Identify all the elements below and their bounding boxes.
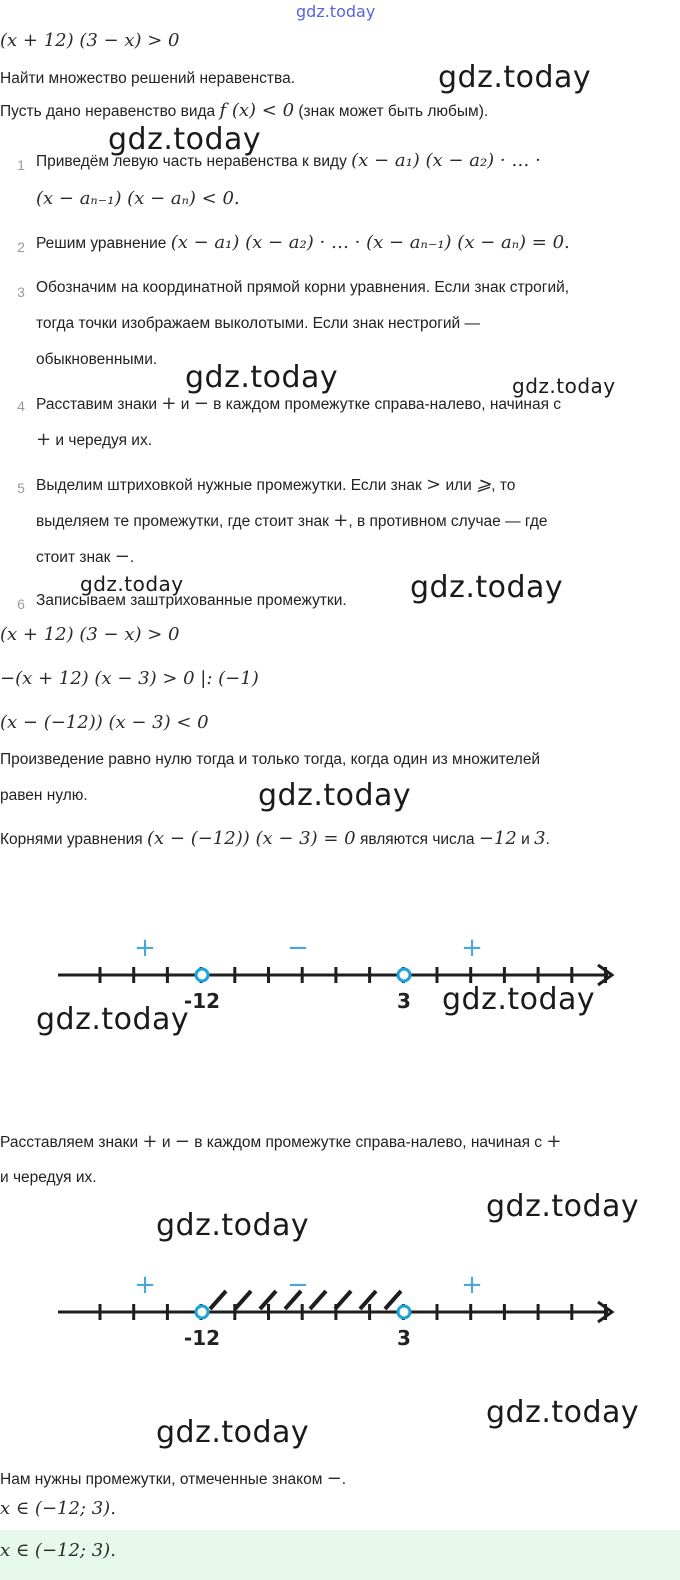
- solution-eq-2: −(x + 12) (x − 3) > 0 |: (−1): [0, 668, 259, 689]
- step-number: 2: [17, 239, 25, 255]
- given-prefix: Пусть дано неравенство вида: [0, 103, 220, 120]
- plus-sign: +: [333, 510, 349, 531]
- step-4-text-c: и чередуя их.: [51, 432, 152, 449]
- gt-sign: >: [426, 474, 442, 495]
- given-line: [0, 100, 488, 121]
- step-5-text-a: Выделим штриховкой нужные промежутки. Если знак: [36, 477, 427, 494]
- step-1-math-cont: (x − aₙ₋₁) (x − aₙ) < 0.: [36, 188, 240, 209]
- step-5-comma: , то: [491, 477, 516, 494]
- answer-text: x ∈ (−12; 3).: [0, 1540, 116, 1561]
- step-3-line-2: тогда точки изображаем выколотыми. Если знак нестрогий —: [36, 315, 481, 332]
- geq-sign: ⩾: [476, 474, 492, 495]
- task-instruction: Найти множество решений неравенства.: [0, 70, 295, 87]
- watermark: gdz.today: [410, 570, 564, 605]
- given-math: f (x) < 0: [219, 100, 295, 121]
- hatch-stroke: [335, 1291, 351, 1309]
- step-2-text: [36, 232, 570, 253]
- need-line: [0, 1468, 346, 1489]
- point-right: [398, 969, 410, 981]
- roots-line: [0, 828, 550, 849]
- minus-sign: −: [114, 546, 130, 567]
- plus-sign: +: [546, 1131, 562, 1152]
- label-left: -12: [183, 989, 221, 1010]
- step-number: 1: [17, 157, 25, 173]
- solution-eq-1: (x + 12) (3 − x) > 0: [0, 624, 180, 645]
- plus-sign: +: [161, 393, 177, 414]
- site-watermark-top: gdz.today: [296, 2, 376, 21]
- plus-sign: +: [142, 1131, 158, 1152]
- step-1-label: Приведём левую часть неравенства к виду: [36, 153, 352, 170]
- roots-end: .: [545, 831, 550, 848]
- step-4-text-b: в каждом промежутке справа-налево, начиная с: [208, 396, 562, 413]
- need-text: Нам нужны промежутки, отмеченные знаком: [0, 1471, 327, 1488]
- signs-text-b: в каждом промежутке справа-налево, начиная с: [189, 1134, 547, 1151]
- watermark: gdz.today: [512, 374, 616, 398]
- step-6-text: Записываем заштрихованные промежутки.: [36, 592, 347, 609]
- product-line-2: равен нулю.: [0, 787, 88, 804]
- sign-minus-middle: −: [287, 933, 309, 963]
- given-suffix: (знак может быть любым).: [294, 103, 489, 120]
- hatch-stroke: [385, 1291, 401, 1309]
- step-3-line-3: обыкновенными.: [36, 351, 158, 368]
- watermark: gdz.today: [438, 60, 592, 95]
- label-right: 3: [397, 1326, 411, 1347]
- label-left: -12: [183, 1326, 221, 1347]
- step-2-math: (x − a₁) (x − a₂) · … · (x − aₙ₋₁) (x − aₙ) = 0.: [170, 232, 570, 253]
- step-1-math: (x − a₁) (x − a₂) · … ·: [351, 150, 541, 171]
- point-left: [196, 1306, 208, 1318]
- step-5-line-3: [36, 539, 134, 576]
- hatch-stroke: [310, 1291, 326, 1309]
- sign-plus-right: +: [461, 1270, 483, 1300]
- watermark: gdz.today: [36, 1002, 190, 1037]
- watermark: gdz.today: [156, 1415, 310, 1450]
- watermark: gdz.today: [258, 778, 412, 813]
- answer-box: [0, 1530, 680, 1580]
- root-2: 3: [534, 828, 546, 849]
- step-4-and: и: [176, 396, 194, 413]
- watermark: gdz.today: [185, 360, 339, 395]
- step-number: 6: [17, 596, 25, 612]
- roots-text-b: являются числа: [355, 831, 479, 848]
- roots-math: (x − (−12)) (x − 3) = 0: [147, 828, 356, 849]
- sign-minus-middle: −: [287, 1270, 309, 1300]
- watermark: gdz.today: [486, 1189, 640, 1224]
- step-4-line-2: [36, 422, 152, 459]
- point-right: [398, 1306, 410, 1318]
- hatch-stroke: [210, 1291, 226, 1309]
- step-5-line-1: [36, 467, 515, 504]
- step-3-line-1: Обозначим на координатной прямой корни уравнения. Если знак строгий,: [36, 279, 570, 296]
- number-line-2: [0, 1257, 680, 1347]
- label-right: 3: [397, 989, 411, 1010]
- step-5-or: или: [441, 477, 477, 494]
- solution-eq-3: (x − (−12)) (x − 3) < 0: [0, 712, 209, 733]
- product-line-1: Произведение равно нулю тогда и только тогда, когда один из множителей: [0, 751, 541, 768]
- signs-text-a: Расставляем знаки: [0, 1134, 143, 1151]
- need-end: .: [341, 1471, 347, 1488]
- signs-line-1: [0, 1124, 561, 1161]
- step-number: 4: [17, 398, 25, 414]
- minus-sign: −: [326, 1468, 342, 1489]
- step-5-dot: .: [129, 549, 135, 566]
- watermark: gdz.today: [108, 122, 262, 157]
- step-5-line-2: [36, 503, 548, 540]
- watermark: gdz.today: [486, 1395, 640, 1430]
- step-5-text-b: выделяем те промежутки, где стоит знак: [36, 513, 334, 530]
- watermark: gdz.today: [80, 572, 184, 596]
- minus-sign: −: [193, 393, 209, 414]
- watermark: gdz.today: [156, 1208, 310, 1243]
- result-line: x ∈ (−12; 3).: [0, 1498, 116, 1519]
- plus-sign: +: [36, 429, 52, 450]
- minus-sign: −: [174, 1131, 190, 1152]
- roots-text-a: Корнями уравнения: [0, 831, 147, 848]
- signs-line-2: и чередуя их.: [0, 1169, 97, 1186]
- step-5-text-c: , в противном случае — где: [348, 513, 548, 530]
- root-1: −12: [478, 828, 517, 849]
- hatch-stroke: [235, 1291, 251, 1309]
- roots-and: и: [516, 831, 535, 848]
- sign-plus-left: +: [134, 1270, 156, 1300]
- step-number: 3: [17, 284, 25, 300]
- step-number: 5: [17, 480, 25, 496]
- step-2-label: Решим уравнение: [36, 235, 171, 252]
- point-left: [196, 969, 208, 981]
- signs-and: и: [157, 1134, 175, 1151]
- hatch-stroke: [360, 1291, 376, 1309]
- sign-plus-right: +: [461, 933, 483, 963]
- step-5-text-d: стоит знак: [36, 549, 115, 566]
- step-4-text-a: Расставим знаки: [36, 396, 162, 413]
- sign-plus-left: +: [134, 933, 156, 963]
- watermark: gdz.today: [442, 982, 596, 1017]
- task-inequality: (x + 12) (3 − x) > 0: [0, 30, 180, 51]
